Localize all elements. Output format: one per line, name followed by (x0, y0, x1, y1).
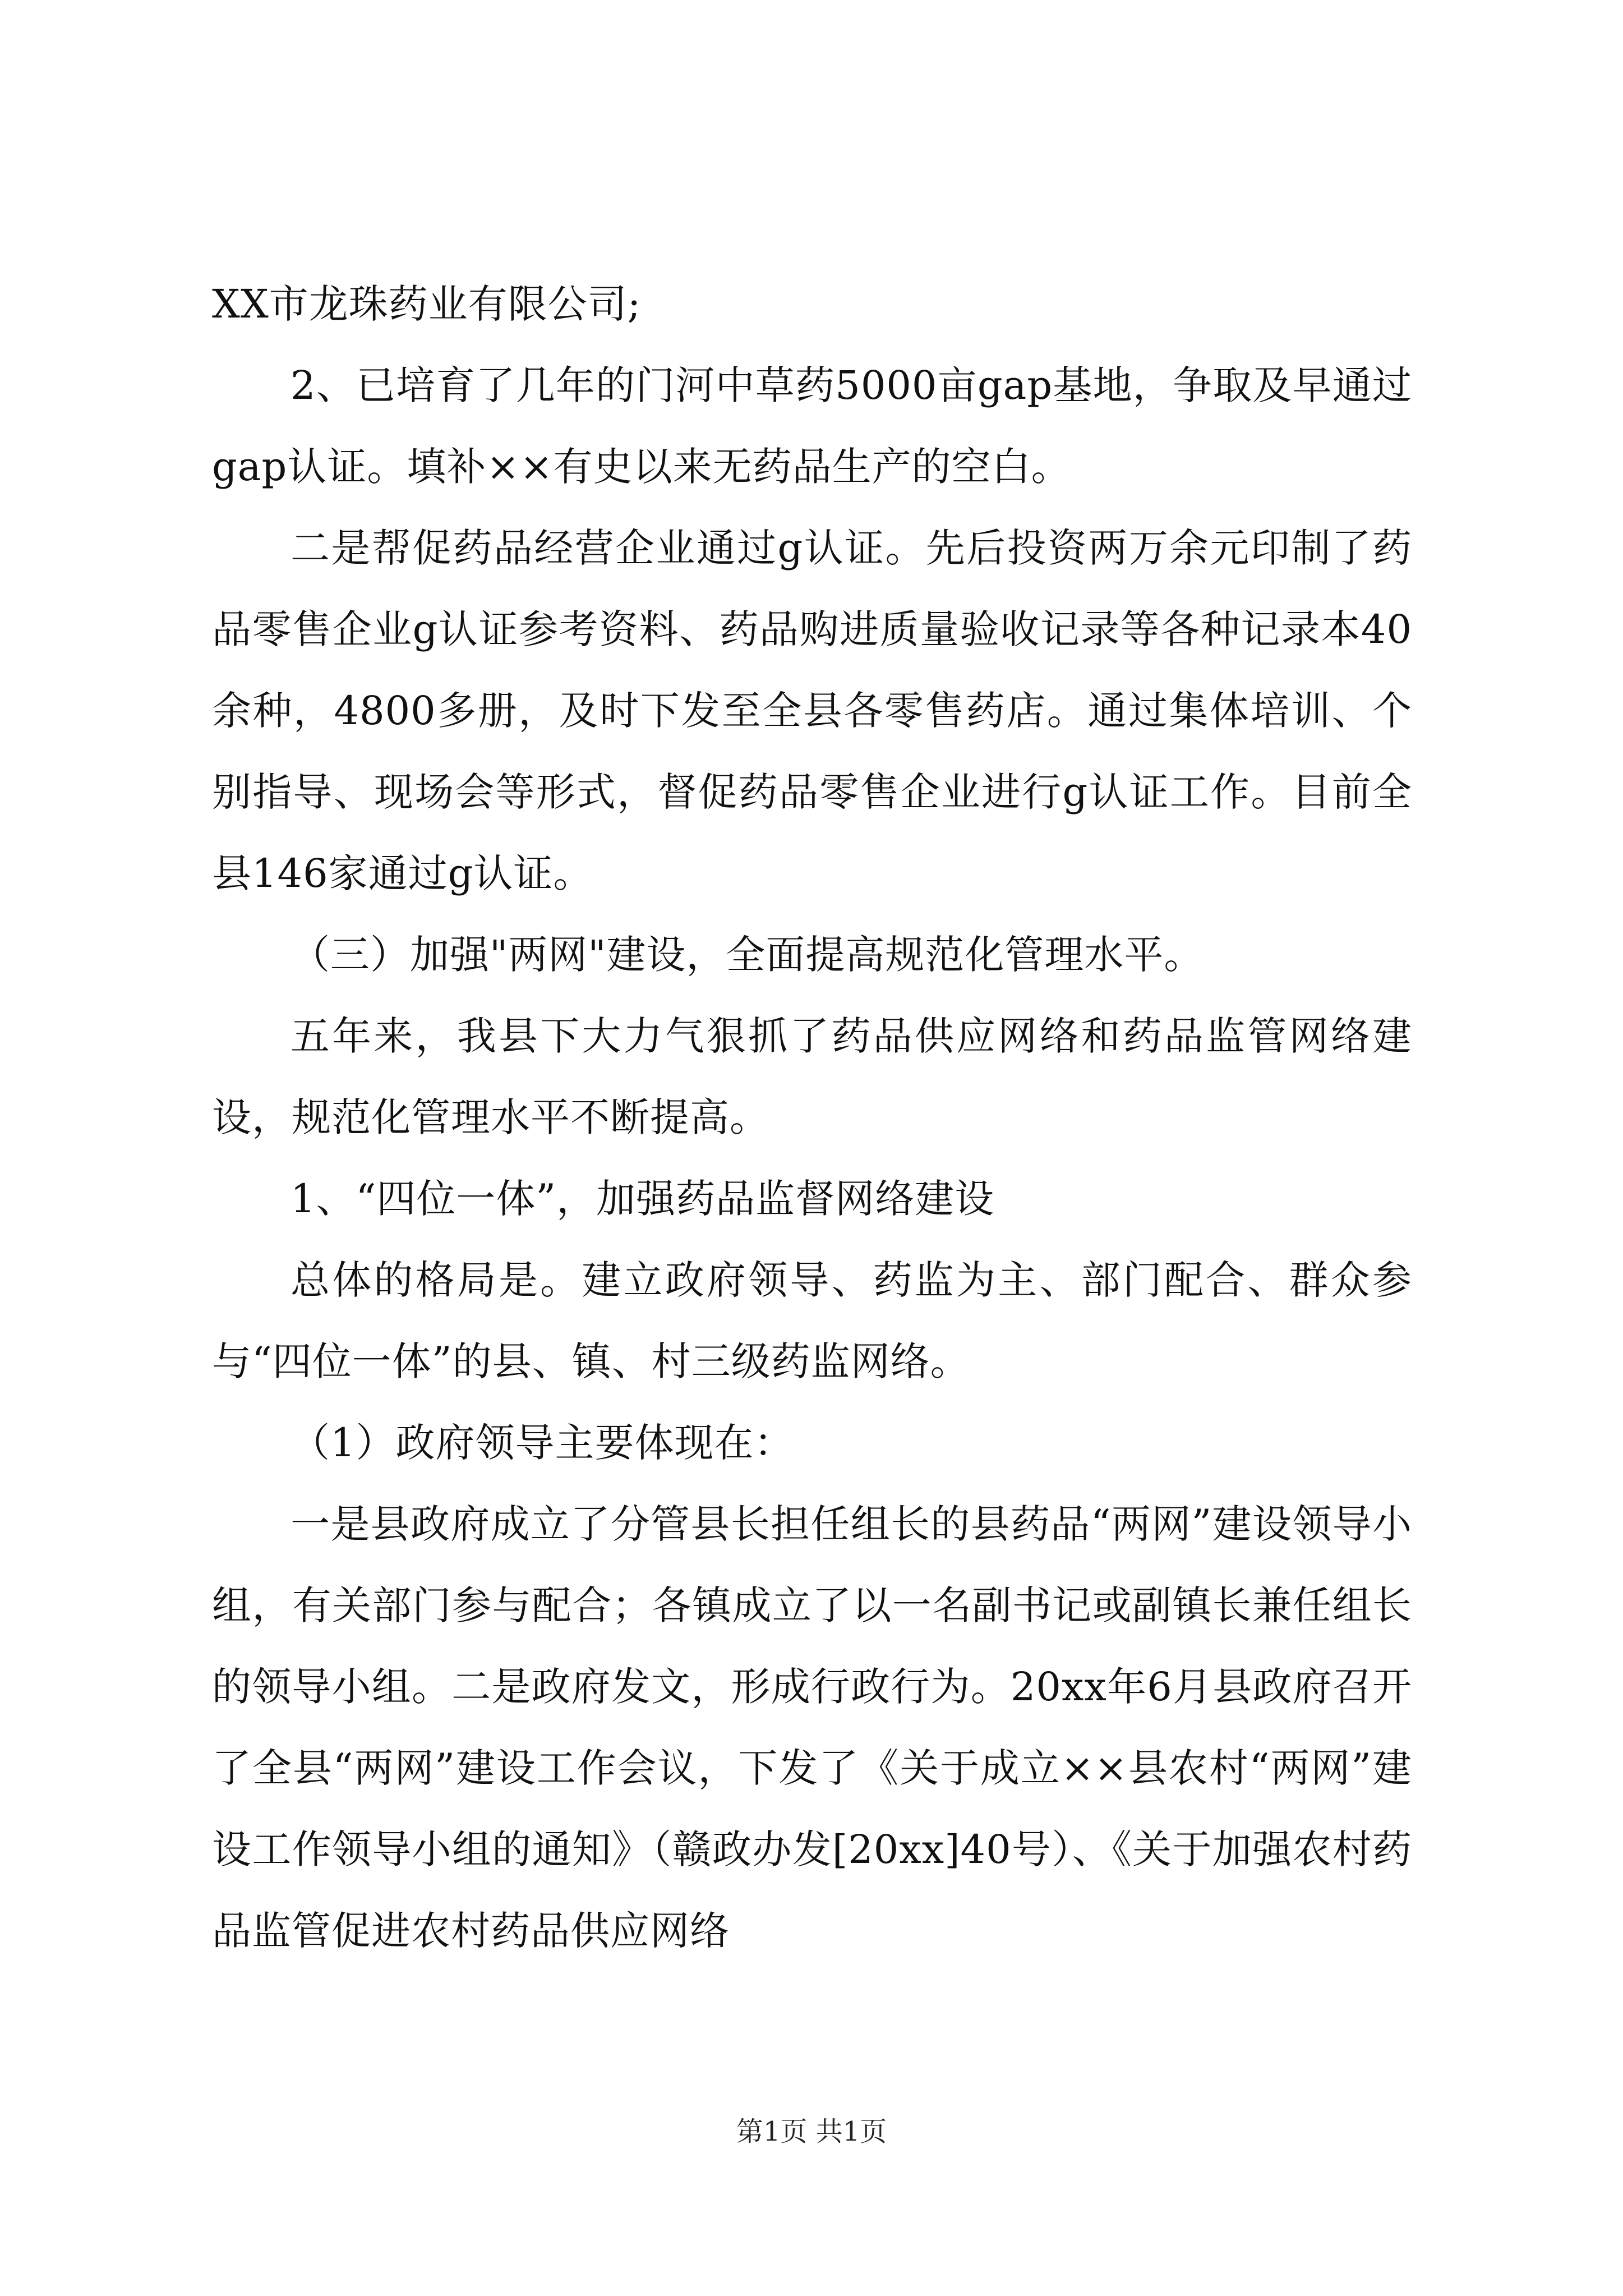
paragraph-gap-base: 2、已培育了几年的门河中草药5000亩gap基地，争取及早通过gap认证。填补××有史以来无药品生产的空白。 (212, 362, 1412, 490)
subheading-government-leadership: （1）政府领导主要体现在： (291, 1420, 794, 1466)
paragraph-five-years: 五年来，我县下大力气狠抓了药品供应网络和药品监管网络建设，规范化管理水平不断提高。 (212, 1013, 1412, 1140)
page-number-footer: 第1页 共1页 (736, 2116, 887, 2147)
paragraph-overall-pattern: 总体的格局是。建立政府领导、药监为主、部门配合、群众参与“四位一体”的县、镇、村三级药监网络。 (212, 1257, 1412, 1384)
paragraph-company-line: XX市龙珠药业有限公司; (212, 281, 642, 327)
paragraph-g-certification: 二是帮促药品经营企业通过g认证。先后投资两万余元印制了药品零售企业g认证参考资料、药品购进质量验收记录等各种记录本40余种，4800多册，及时下发至全县各零售药店。通过集体培训、个别指导、现场会等形式，督促药品零售企业进行g认证工作。目前全县146家通过g认证。 (212, 525, 1412, 896)
paragraph-government-actions: 一是县政府成立了分管县长担任组长的县药品“两网”建设领导小组，有关部门参与配合；各镇成立了以一名副书记或副镇长兼任组长的领导小组。二是政府发文，形成行政行为。20xx年6月县政府召开了全县“两网”建设工作会议，下发了《关于成立××县农村“两网”建设工作领导小组的通知》（赣政办发[20xx]40号）、《关于加强农村药品监管促进农村药品供应网络 (212, 1501, 1412, 1954)
section-heading-two-networks: （三）加强"两网"建设，全面提高规范化管理水平。 (291, 932, 1204, 978)
document-body (212, 264, 1412, 1972)
subheading-four-in-one: 1、“四位一体”，加强药品监督网络建设 (291, 1176, 995, 1222)
